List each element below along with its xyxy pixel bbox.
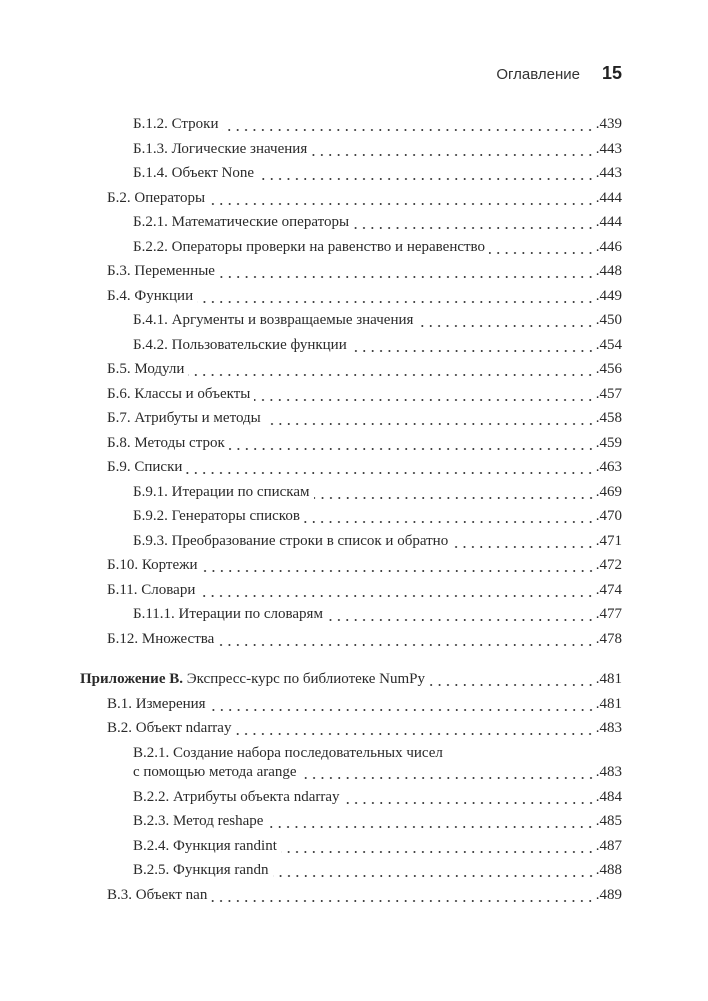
dot-leader: [314, 483, 595, 501]
toc-entry-label: В.2.5. Функция randn: [133, 862, 269, 878]
toc-entry[interactable]: [107, 409, 622, 427]
toc-entry-label: Б.2. Операторы: [107, 189, 206, 206]
toc-entry-page: .489: [595, 886, 622, 903]
toc-entry-label: В.3. Объект nan: [107, 886, 208, 903]
toc-entry-label: Б.1.2. Строки: [133, 116, 219, 132]
toc-entry-page: .478: [595, 630, 622, 647]
appendix-title: Приложение В.: [80, 671, 183, 687]
toc-entry-page: .444: [595, 214, 622, 230]
dot-leader: [353, 213, 595, 231]
toc-entry[interactable]: [133, 213, 622, 231]
toc-entry-page: .443: [595, 140, 622, 157]
toc-entry-page: .474: [595, 581, 622, 598]
toc-entry-first-line: В.2.1. Создание набора последовательных чисел: [133, 744, 443, 761]
toc-entry-page: .448: [595, 263, 622, 279]
toc-entry-page: .470: [595, 508, 622, 524]
toc-entry-label: Б.4. Функции: [107, 287, 194, 304]
toc-entry-page: .439: [595, 116, 622, 132]
dot-leader: [235, 719, 594, 737]
dot-leader: [188, 360, 594, 378]
toc-entry[interactable]: [80, 670, 622, 688]
toc-entry-label: В.2.2. Атрибуты объекта ndarray: [133, 788, 340, 805]
dot-leader: [327, 605, 595, 623]
toc-entry-label: Б.2.1. Математические операторы: [133, 214, 350, 230]
toc-entry[interactable]: [107, 695, 622, 713]
toc-entry-label: В.2.3. Метод reshape: [133, 813, 264, 829]
toc-entry-label: Б.4.1. Аргументы и возвращаемые значения: [133, 312, 414, 328]
toc-entry-label: Б.2.2. Операторы проверки на равенство и неравенство: [133, 238, 486, 255]
toc-entry[interactable]: [107, 360, 622, 378]
toc-entry-page: .446: [595, 238, 622, 255]
toc-entry-page: .483: [595, 720, 622, 736]
page-number: 15: [601, 63, 622, 83]
running-header: [496, 63, 622, 84]
toc-entry-page: .457: [595, 385, 622, 402]
toc-entry[interactable]: [107, 189, 622, 207]
toc-entry-page: .484: [595, 788, 622, 805]
toc-entry[interactable]: [133, 164, 622, 182]
dot-leader: [197, 287, 595, 305]
dot-leader: [210, 695, 595, 713]
toc-entry[interactable]: [133, 507, 622, 525]
toc-entry[interactable]: [133, 115, 622, 133]
toc-entry-page: .487: [595, 837, 622, 854]
toc-entry-label: Б.6. Классы и объекты: [107, 385, 251, 402]
toc-entry[interactable]: [107, 556, 622, 574]
toc-entry-page: .469: [595, 483, 622, 500]
toc-entry[interactable]: [107, 287, 622, 305]
toc-entry[interactable]: [107, 630, 622, 648]
toc-entry-label: Б.1.4. Объект None: [133, 165, 255, 181]
dot-leader: [311, 140, 595, 158]
toc-entry-page: .458: [595, 410, 622, 426]
toc-entry-label: Б.11.1. Итерации по словарям: [133, 606, 323, 622]
toc-entry-label: с помощью метода arange: [133, 764, 297, 780]
toc-entry-page: .485: [595, 813, 622, 829]
toc-entry[interactable]: [107, 385, 622, 403]
toc-entry[interactable]: [133, 140, 622, 158]
toc-entry-page: .444: [595, 189, 622, 206]
toc-entry[interactable]: [107, 581, 622, 599]
toc-entry[interactable]: [133, 812, 622, 830]
toc-entry[interactable]: [133, 336, 622, 354]
toc-entry-page: .456: [595, 361, 622, 377]
toc-entry-label: Б.9. Списки: [107, 459, 183, 475]
toc-entry[interactable]: [133, 837, 622, 855]
toc-entry[interactable]: [133, 788, 622, 806]
toc-entry-page: .450: [595, 312, 622, 328]
toc-entry-label: В.2.4. Функция randint: [133, 837, 277, 854]
section-title: Оглавление: [496, 66, 580, 83]
dot-leader: [301, 763, 595, 781]
toc-entry-label: Б.9.1. Итерации по спискам: [133, 483, 310, 500]
toc-entry-label: Б.9.3. Преобразование строки в список и обратно: [133, 532, 449, 549]
toc-entry-label: Б.11. Словари: [107, 581, 196, 598]
toc-entry[interactable]: [133, 763, 622, 781]
toc-entry-page: .459: [595, 434, 622, 451]
toc-entry-page: .454: [595, 336, 622, 353]
toc-entry-page: .463: [595, 459, 622, 475]
toc-entry-label: Б.3. Переменные: [107, 263, 215, 279]
toc-entry-page: .449: [595, 287, 622, 304]
toc-entry-label: Б.10. Кортежи: [107, 557, 198, 573]
toc-entry-label: Б.5. Модули: [107, 361, 185, 377]
dot-leader: [489, 238, 595, 256]
toc-entry[interactable]: [107, 886, 622, 904]
dot-leader: [211, 886, 594, 904]
dot-leader: [219, 262, 595, 280]
toc-entry[interactable]: [107, 262, 622, 280]
dot-leader: [218, 630, 594, 648]
toc-entry-page: .477: [595, 606, 622, 622]
toc-entry[interactable]: [133, 532, 622, 550]
toc-entry[interactable]: [133, 483, 622, 501]
toc-entry-page: .471: [595, 532, 622, 549]
toc-entry[interactable]: [133, 311, 622, 329]
toc-entry-label: Приложение В. Экспресс-курс по библиотеке NumPy: [80, 671, 425, 687]
toc-entry-label: Б.4.2. Пользовательские функции: [133, 336, 347, 353]
dot-leader: [229, 434, 595, 452]
dot-leader: [199, 581, 594, 599]
dot-leader: [281, 837, 595, 855]
dot-leader: [209, 189, 595, 207]
toc-entry[interactable]: [107, 719, 622, 737]
toc-entry-label: Б.7. Атрибуты и методы: [107, 410, 261, 426]
dot-leader: [351, 336, 595, 354]
toc-entry-page: .481: [595, 671, 622, 687]
toc-entry-page: .483: [595, 764, 622, 780]
toc-entry-page: .481: [595, 695, 622, 712]
toc-entry[interactable]: [107, 434, 622, 452]
dot-leader: [273, 861, 595, 879]
toc-entry-label: В.2. Объект ndarray: [107, 720, 232, 736]
dot-leader: [304, 507, 595, 525]
toc-entry-label: Б.9.2. Генераторы списков: [133, 508, 300, 524]
dot-leader: [186, 458, 594, 476]
dot-leader: [265, 409, 595, 427]
dot-leader: [429, 670, 595, 688]
dot-leader: [417, 311, 594, 329]
dot-leader: [452, 532, 595, 550]
toc-entry[interactable]: [133, 861, 622, 879]
dot-leader: [254, 385, 594, 403]
toc-entry-label: Б.8. Методы строк: [107, 434, 225, 451]
toc-entry-label: Б.12. Множества: [107, 630, 215, 647]
toc-entry[interactable]: [107, 458, 622, 476]
toc-entry[interactable]: [133, 238, 622, 256]
dot-leader: [222, 115, 594, 133]
toc-entry-label: В.1. Измерения: [107, 695, 206, 712]
dot-leader: [258, 164, 595, 182]
toc-entry-page: .472: [595, 557, 622, 573]
toc-entry-page: .488: [595, 862, 622, 878]
dot-leader: [202, 556, 595, 574]
toc-entry-page: .443: [595, 165, 622, 181]
toc-entry-label: Б.1.3. Логические значения: [133, 140, 308, 157]
toc-entry[interactable]: [133, 605, 622, 623]
dot-leader: [344, 788, 595, 806]
dot-leader: [267, 812, 594, 830]
